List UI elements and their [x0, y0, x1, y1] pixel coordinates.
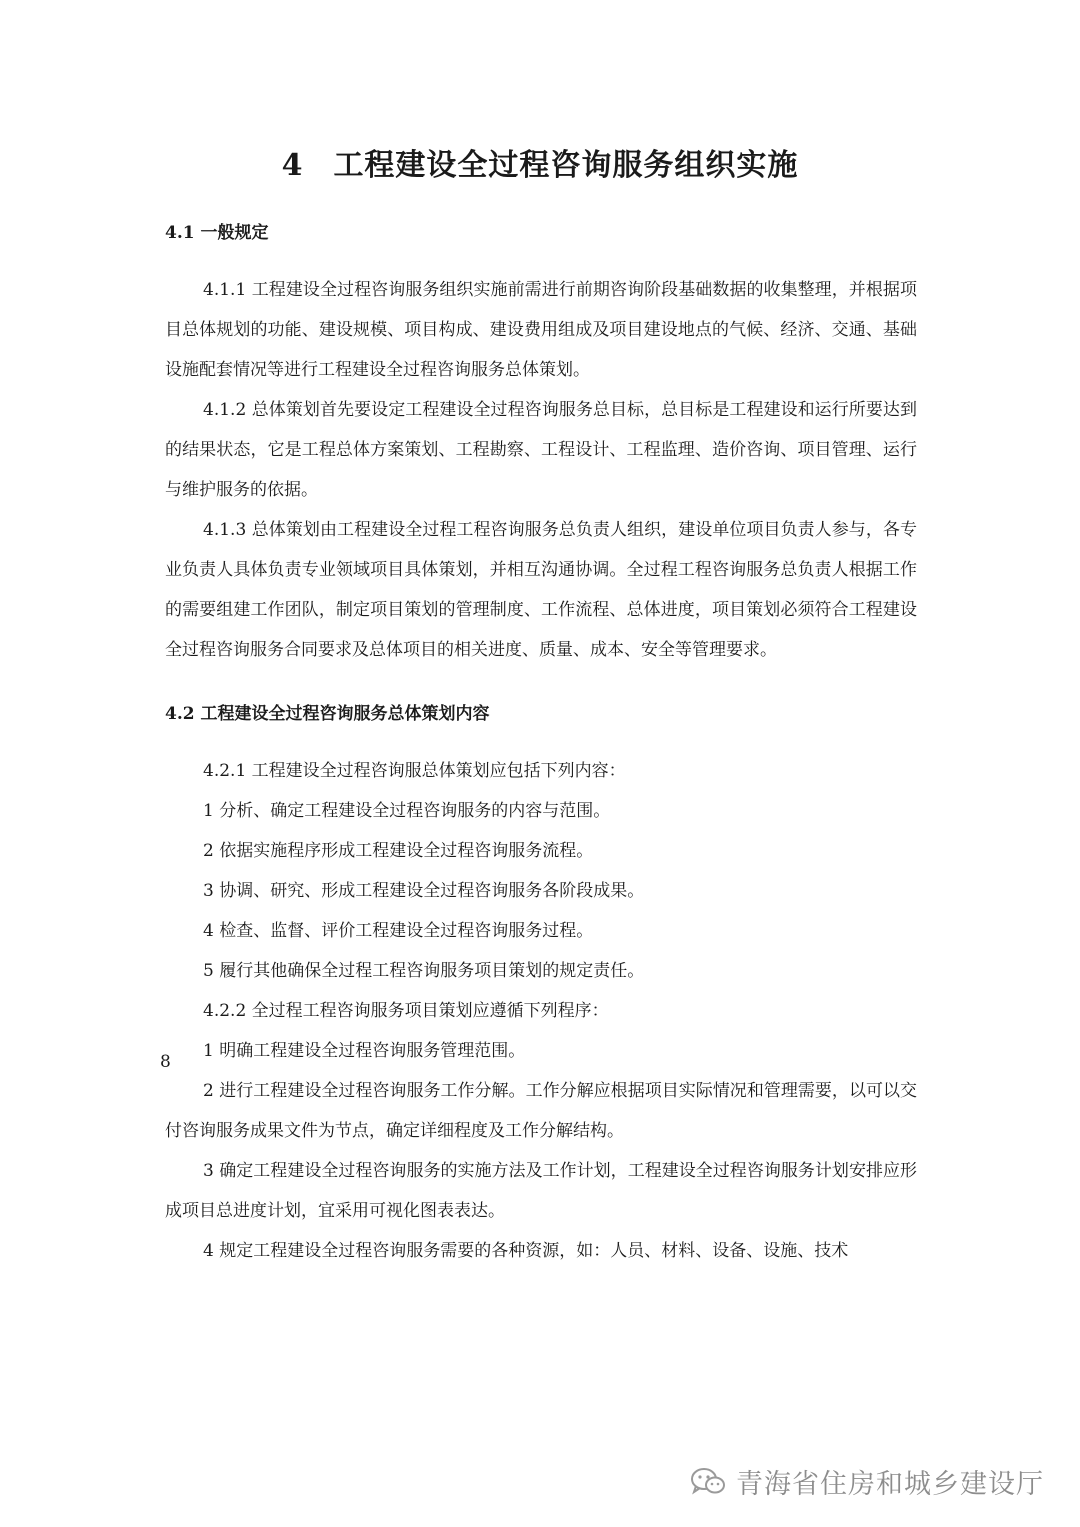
document-body [165, 213, 917, 1271]
wechat-icon [690, 1467, 726, 1497]
paragraph-4-1-2: 4.1.2 总体策划首先要设定工程建设全过程咨询服务总目标，总目标是工程建设和运行所要达到的结果状态，它是工程总体方案策划、工程勘察、工程设计、工程监理、造价咨询、项目管理、运行与维护服务的依据。 [165, 400, 917, 500]
chapter-title [0, 140, 1080, 184]
list-item: 2 依据实施程序形成工程建设全过程咨询服务流程。 [203, 841, 594, 861]
section-heading-4-2: 4.2 工程建设全过程咨询服务总体策划内容 [165, 704, 490, 724]
paragraph-4-1-1: 4.1.1 工程建设全过程咨询服务组织实施前需进行前期咨询阶段基础数据的收集整理，并根据项目总体规划的功能、建设规模、项目构成、建设费用组成及项目建设地点的气候、经济、交通、基础设施配套情况等进行工程建设全过程咨询服务总体策划。 [165, 280, 917, 380]
watermark-text: 青海省住房和城乡建设厅 [736, 1469, 1044, 1500]
list-item: 3 确定工程建设全过程咨询服务的实施方法及工作计划，工程建设全过程咨询服务计划安排应形成项目总进度计划，宜采用可视化图表表达。 [165, 1161, 917, 1221]
page-number: 8 [160, 1052, 171, 1072]
list-item: 4 检查、监督、评价工程建设全过程咨询服务过程。 [203, 921, 594, 941]
paragraph-4-2-2: 4.2.2 全过程工程咨询服务项目策划应遵循下列程序： [203, 1001, 609, 1021]
list-item: 1 明确工程建设全过程咨询服务管理范围。 [203, 1041, 526, 1061]
section-heading-4-1: 4.1 一般规定 [165, 223, 269, 243]
list-item: 5 履行其他确保全过程工程咨询服务项目策划的规定责任。 [203, 961, 645, 981]
list-item: 1 分析、确定工程建设全过程咨询服务的内容与范围。 [203, 801, 611, 821]
list-item: 2 进行工程建设全过程咨询服务工作分解。工作分解应根据项目实际情况和管理需要，以可以交付咨询服务成果文件为节点，确定详细程度及工作分解结构。 [165, 1081, 917, 1141]
chapter-number: 4 [281, 148, 304, 183]
watermark [690, 1462, 1044, 1501]
list-item: 4 规定工程建设全过程咨询服务需要的各种资源，如：人员、材料、设备、设施、技术 [203, 1241, 849, 1261]
paragraph-4-2-1: 4.2.1 工程建设全过程咨询服总体策划应包括下列内容： [203, 761, 626, 781]
list-item: 3 协调、研究、形成工程建设全过程咨询服务各阶段成果。 [203, 881, 645, 901]
paragraph-4-1-3: 4.1.3 总体策划由工程建设全过程工程咨询服务总负责人组织，建设单位项目负责人参与，各专业负责人具体负责专业领域项目具体策划，并相互沟通协调。全过程工程咨询服务总负责人根据工作的需要组建工作团队，制定项目策划的管理制度、工作流程、总体进度，项目策划必须符合工程建设全过程咨询服务合同要求及总体项目的相关进度、质量、成本、安全等管理要求。 [165, 520, 917, 660]
chapter-title-text: 工程建设全过程咨询服务组织实施 [333, 148, 799, 183]
